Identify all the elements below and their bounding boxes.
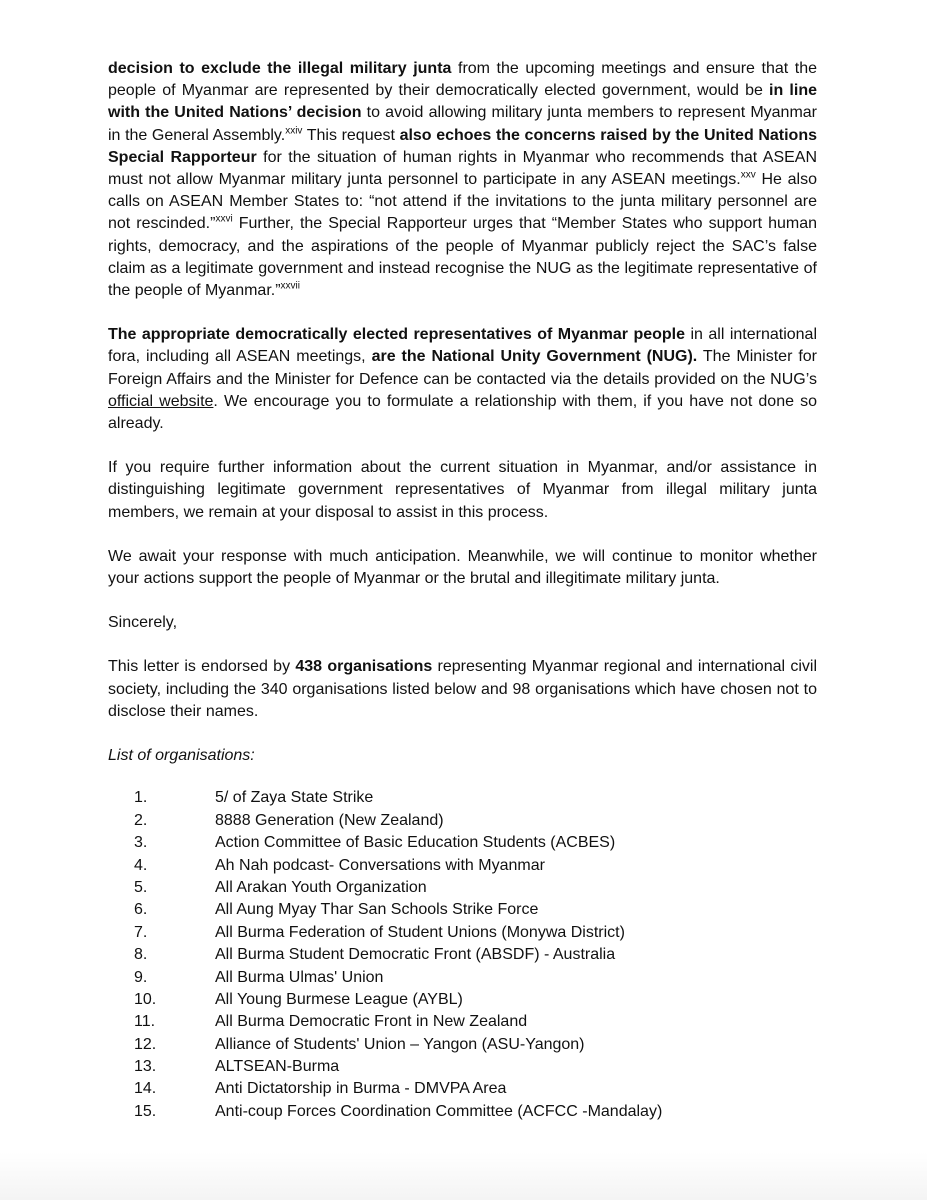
list-item-name: All Burma Federation of Student Unions (Monywa District) [215, 923, 625, 941]
emphasis-text: in line with the United Nations’ decision [108, 82, 817, 122]
list-item-name: All Young Burmese League (AYBL) [215, 990, 463, 1008]
list-item-number: 9. [134, 968, 148, 986]
letter-body [108, 58, 817, 1123]
emphasis-text: are the National Unity Government (NUG). [371, 348, 698, 366]
list-item-name: ALTSEAN-Burma [215, 1058, 340, 1076]
paragraph-endorsement [108, 656, 817, 723]
closing-salutation: Sincerely, [108, 614, 178, 632]
list-item [108, 1011, 817, 1033]
list-item [108, 989, 817, 1011]
list-item [108, 1056, 817, 1078]
list-item-number: 10. [134, 990, 157, 1008]
list-item-number: 12. [134, 1035, 157, 1053]
endnote-ref: xxvi [215, 214, 233, 226]
paragraph-nug [108, 324, 817, 435]
body-text: from the upcoming meetings and ensure that the people of Myanmar are represented by their democratically elected government, would be [108, 60, 817, 100]
official-website-link[interactable]: official website [108, 392, 214, 410]
body-text: representing Myanmar regional and international civil society, including the 340 organisations listed below and 98 organisations which have chosen not to disclose their names. [108, 658, 817, 720]
list-item-number: 4. [134, 856, 148, 874]
body-text: This request [302, 126, 400, 144]
list-item-number: 6. [134, 901, 148, 919]
paragraph-await-response: We await your response with much anticipation. Meanwhile, we will continue to monitor whether your actions support the people of Myanmar or the brutal and illegitimate military junta. [108, 547, 817, 588]
body-text: He also calls on ASEAN Member States to: “not attend if the invitations to the junta military personnel are not rescinded.” [108, 171, 818, 233]
emphasis-text: The appropriate democratically elected representatives of Myanmar people [108, 326, 686, 344]
list-item-name: All Burma Democratic Front in New Zealand [215, 1013, 528, 1031]
list-item-number: 11. [134, 1013, 156, 1031]
paragraph-assistance: If you require further information about the current situation in Myanmar, and/or assistance in distinguishing legitimate government representatives of Myanmar from illegal military junta members, we remain at your disposal to assist in this process. [108, 459, 817, 521]
list-item-name: Anti-coup Forces Coordination Committee (ACFCC -Mandalay) [215, 1102, 663, 1120]
body-text: for the situation of human rights in Myanmar who recommends that ASEAN must not allow Myanmar military junta personnel to participate in any ASEAN meetings. [108, 148, 818, 189]
list-item [108, 966, 817, 988]
list-item-name: 8888 Generation (New Zealand) [215, 811, 444, 829]
list-item-number: 13. [134, 1058, 157, 1076]
list-item-number: 3. [134, 834, 148, 852]
body-text: . We encourage you to formulate a relationship with them, if you have not done so already. [108, 392, 817, 433]
list-item [108, 1078, 817, 1100]
list-item-name: All Burma Ulmas' Union [215, 968, 384, 986]
list-item-name: All Aung Myay Thar San Schools Strike Force [215, 901, 539, 919]
page-bottom-shade [0, 1152, 927, 1200]
paragraph-un-decision [108, 58, 817, 302]
list-item-number: 14. [134, 1080, 157, 1098]
body-text: The Minister for Foreign Affairs and the Minister for Defence can be contacted via the details provided on the NUG’s [108, 348, 817, 388]
list-item-number: 8. [134, 946, 148, 964]
body-text: to avoid allowing military junta members to represent Myanmar in the General Assembly. [108, 104, 817, 144]
list-item-number: 15. [134, 1102, 157, 1120]
body-text: in all international fora, including all ASEAN meetings, [108, 326, 817, 366]
emphasis-text: also echoes the concerns raised by the United Nations Special Rapporteur [108, 126, 818, 166]
list-item [108, 944, 817, 966]
list-item-number: 7. [134, 923, 148, 941]
list-item-name: Alliance of Students' Union – Yangon (ASU-Yangon) [215, 1035, 585, 1053]
body-text: This letter is endorsed by [108, 658, 296, 676]
list-item [108, 854, 817, 876]
list-item-name: Action Committee of Basic Education Students (ACBES) [215, 834, 616, 852]
list-item-number: 5. [134, 878, 148, 896]
list-item-number: 2. [134, 811, 148, 829]
list-item [108, 1101, 817, 1123]
emphasis-text: 438 organisations [295, 658, 433, 676]
list-item-name: Anti Dictatorship in Burma - DMVPA Area [215, 1080, 507, 1098]
list-item-name: Ah Nah podcast- Conversations with Myanmar [215, 856, 545, 874]
list-item [108, 922, 817, 944]
emphasis-text: decision to exclude the illegal military junta [108, 60, 452, 77]
list-item [108, 899, 817, 921]
endnote-ref: xxv [740, 169, 756, 181]
list-item-name: 5/ of Zaya State Strike [215, 789, 374, 807]
list-heading: List of organisations: [108, 747, 255, 765]
list-item-name: All Arakan Youth Organization [215, 878, 427, 896]
endnote-ref: xxiv [285, 125, 303, 137]
list-item-name: All Burma Student Democratic Front (ABSDF) - Australia [215, 946, 616, 964]
endnote-ref: xxvii [280, 280, 300, 292]
body-text: Further, the Special Rapporteur urges that “Member States who support human rights, democracy, and the aspirations of the people of Myanmar publicly reject the SAC’s false claim as a legitimate government and instead recognise the NUG as the legitimate representative of the people of Myanmar.” [108, 215, 817, 300]
list-item [108, 877, 817, 899]
list-item-number: 1. [134, 789, 148, 807]
list-item [108, 810, 817, 832]
list-item [108, 1034, 817, 1056]
organisation-list [108, 787, 817, 1123]
list-item [108, 787, 817, 809]
list-item [108, 832, 817, 854]
